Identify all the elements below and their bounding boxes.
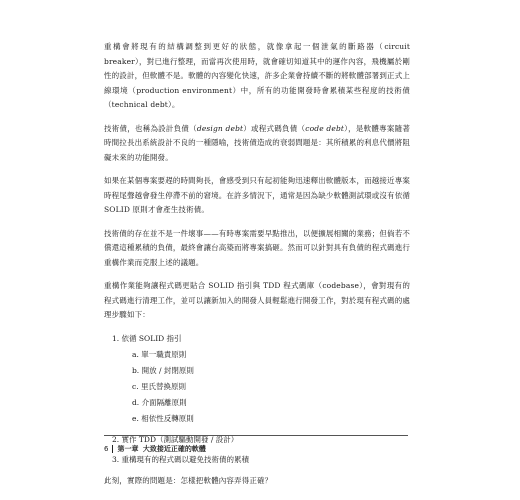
step-label: 1. 依循 SOLID 指引 (112, 333, 182, 343)
paragraph-refactoring-steps-intro: 重構作業能夠讓程式碼更貼合 SOLID 指引與 TDD 程式碼庫（codebase），會對現有的程式碼進行清理工作，並可以讓新加入的開發人員輕鬆進行開發工作，對於現有程式碼的處理步驟如下： (104, 281, 410, 319)
list-item: b. 開放 / 封閉原則 (132, 366, 194, 375)
list-item: d. 介面隔離原則 (132, 398, 187, 407)
footer-divider (112, 445, 113, 453)
chapter-title: 大致接近正確的軟體 (142, 445, 206, 453)
text-segment: ），是軟體專案隨著時間拉長出系統設計不良的一種隱喻，技術債造成的衰弱問題是：其所積累的利息代價將阻礙未來的功能開發。 (104, 123, 410, 162)
solid-principles-list (112, 348, 410, 427)
text-segment: 技術債，也稱為設計負債（ (104, 123, 197, 133)
paragraph-closing-question: 此刻，實際的問題是：怎樣把軟體內容弄得正確？ (104, 475, 273, 485)
list-item (112, 453, 410, 468)
paragraph-refactoring-intro: 重構會將現有的結構調整到更好的狀態，就像拿起一個泄氣的斷路器（circuit breaker），對已進行整理，而當再次使用時，就會確切知道其中的運作內容，飛機屬於剛性的設計，但軟體不是。軟體的內容變化快速，許多企業會持續不斷的將軟體部署到正式上線環境（production environment）中，所有的功能開發時會累積某些程度的技術債（technical debt）。 (104, 42, 410, 109)
page-footer (104, 435, 408, 454)
list-item: c. 里氏替換原則 (132, 382, 186, 391)
chapter-label: 第一章 (117, 445, 139, 453)
term-design-debt: design debt (196, 123, 244, 133)
page-number: 6 (104, 445, 109, 453)
page-body (104, 40, 410, 497)
list-item: e. 相依性反轉原則 (132, 414, 194, 423)
list-item: a. 單一職責原則 (132, 350, 187, 359)
paragraph-technical-debt-definition (104, 122, 410, 166)
step-label: 3. 重構現有的程式碼以避免技術債的累積 (112, 455, 250, 464)
paragraph-debt-not-bad: 技術債的存在並不是一件壞事——有時專案需要早點推出，以便擴展相關的業務；但倘若不償還這種累積的負債，最終會讓台高築而將專案搞砸。然而可以針對具有負債的程式碼進行重構作業而克服上述的議題。 (104, 228, 410, 267)
term-code-debt: code debt (305, 123, 345, 133)
text-segment: ）或程式碼負債（ (243, 123, 306, 133)
list-item (112, 332, 410, 427)
step-label: 2. 實作 TDD（測試驅動開發 / 設計） (112, 434, 239, 444)
paragraph-project-stall: 如果在某個專案要趕的時間夠長，會感受到只有起初能夠迅速釋出軟體版本，而越接近專案時程尾聲越會發生停滯不前的窘境。在許多情況下，通常是因為缺少軟體測試環或沒有依循 SOLID 原則才會產生技術債。 (104, 176, 410, 214)
